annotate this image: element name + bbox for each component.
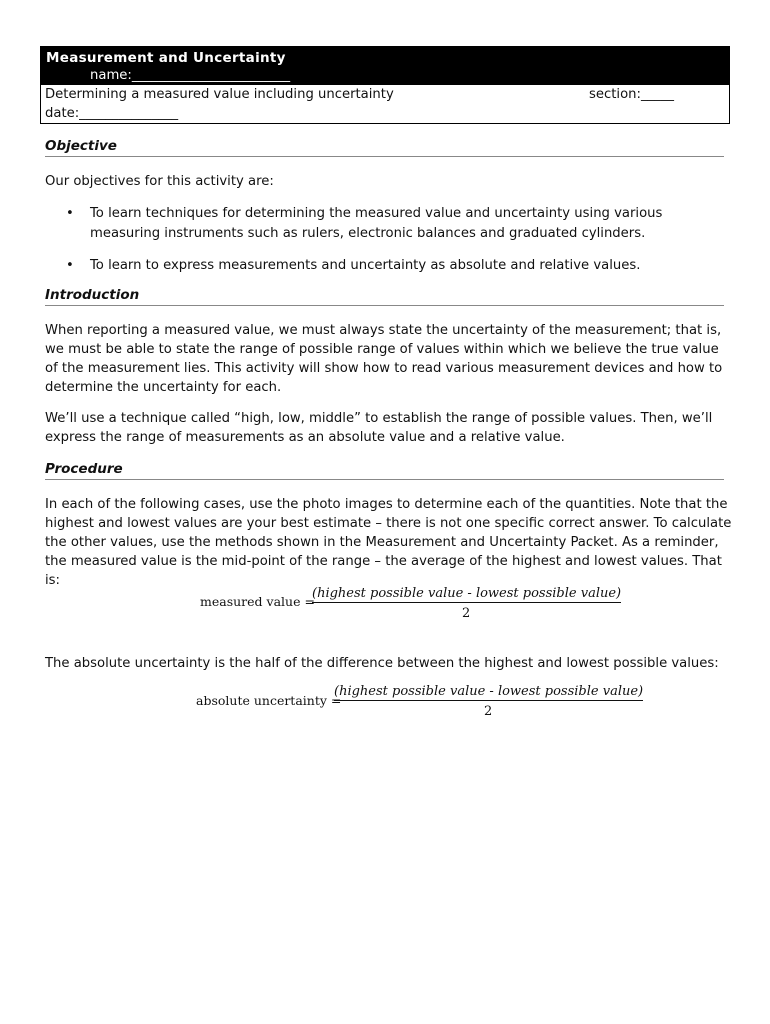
introduction-paragraph-2: We’ll use a technique called “high, low, middle” to establish the range of possible values. Then, we’ll express the range of measurements as an absolute value and a relative value. (45, 411, 713, 445)
date-field: date:_______________ (45, 106, 179, 121)
bullet-icon: • (66, 206, 74, 221)
introduction-heading: Introduction (45, 287, 724, 306)
procedure-paragraph-2: The absolute uncertainty is the half of the difference between the highest and lowest possible values: (45, 656, 719, 671)
procedure-heading: Procedure (45, 461, 724, 480)
formula-denominator: 2 (484, 704, 493, 715)
worksheet-subtitle: Determining a measured value including uncertainty (45, 87, 394, 102)
formula-numerator: (highest possible value - lowest possible value) (312, 586, 622, 601)
formula-lhs: absolute uncertainty = (196, 693, 342, 708)
section-field: section:_____ (589, 87, 674, 102)
introduction-paragraph-1: When reporting a measured value, we must always state the uncertainty of the measurement; that is, we must be able to state the range of possible range of values within which we believe the true value of the measurement lies. This activity will show how to read various measurement devices and how to determine the uncertainty for each. (45, 323, 723, 395)
formula-denominator: 2 (462, 606, 471, 621)
formula-numerator: (highest possible value - lowest possible value) (334, 684, 644, 699)
bullet-text: To learn techniques for determining the measured value and uncertainty using various measuring instruments such as rulers, electronic balances and graduated cylinders. (90, 206, 663, 241)
header-bar (41, 47, 729, 85)
procedure-paragraph-1: In each of the following cases, use the photo images to determine each of the quantities. Note that the highest and lowest values are your best estimate – there is not one specific correct answer. To calculate the other values, use the methods shown in the Measurement and Uncertainty Packet. As a reminder, the measured value is the mid-point of the range – the average of the highest and lowest values. That is: (45, 497, 732, 588)
worksheet-header (40, 46, 730, 124)
bullet-icon: • (66, 258, 74, 273)
header-info (41, 85, 729, 123)
name-field: name:________________________ (90, 68, 291, 83)
bullet-text: To learn to express measurements and uncertainty as absolute and relative values. (90, 258, 641, 273)
objective-intro: Our objectives for this activity are: (45, 174, 274, 189)
worksheet-title: Measurement and Uncertainty (46, 50, 286, 66)
objective-heading: Objective (45, 138, 724, 157)
formula-lhs: measured value = (200, 594, 315, 609)
